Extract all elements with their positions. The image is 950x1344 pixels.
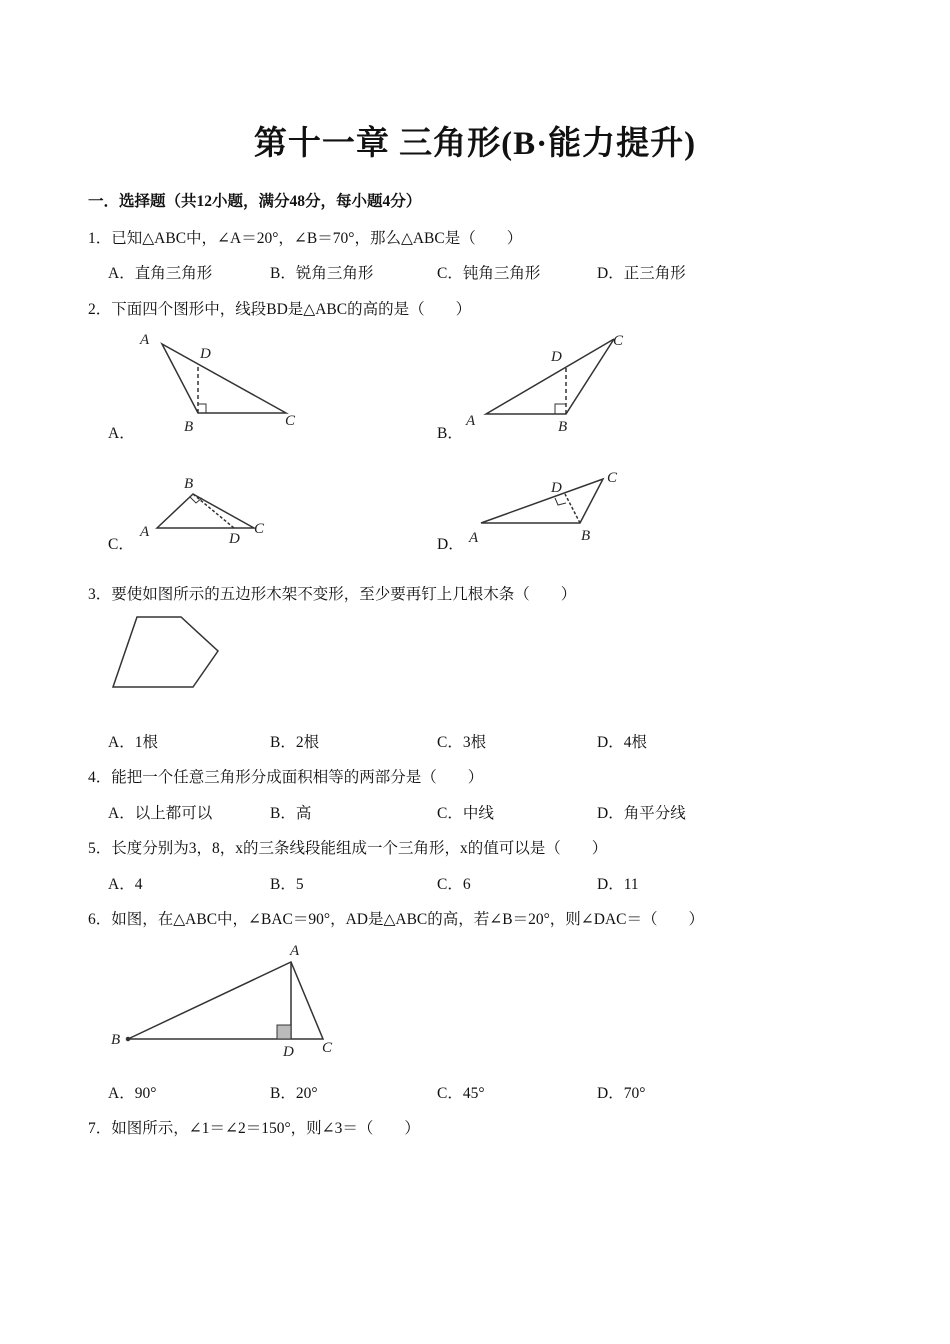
q2-figure-label-c[interactable]: C． xyxy=(108,536,134,553)
q4-option-a[interactable]: A．以上都可以 xyxy=(108,805,213,822)
q4-option-c[interactable]: C．中线 xyxy=(437,805,494,822)
q3-option-b[interactable]: B．2根 xyxy=(270,734,320,751)
q2-figure-c xyxy=(157,494,254,528)
q2c-label-d: D xyxy=(229,531,240,547)
q1-option-a[interactable]: A．直角三角形 xyxy=(108,265,213,282)
q6-option-d[interactable]: D．70° xyxy=(597,1085,646,1102)
q3-option-a[interactable]: A．1根 xyxy=(108,734,158,751)
q3-pentagon-figure xyxy=(113,617,218,687)
q2-figure-label-d[interactable]: D． xyxy=(437,536,464,553)
q2d-label-a: A xyxy=(469,530,479,546)
q6-option-c[interactable]: C．45° xyxy=(437,1085,485,1102)
q3-option-c[interactable]: C．3根 xyxy=(437,734,487,751)
question-5-stem: 5．长度分别为3，8，x的三条线段能组成一个三角形，x的值可以是（ ） xyxy=(88,840,608,857)
q2d-label-d: D xyxy=(551,480,562,496)
q2d-label-c: C xyxy=(607,470,618,486)
q2-figure-label-b[interactable]: B． xyxy=(437,425,463,442)
q5-option-d[interactable]: D．11 xyxy=(597,876,639,893)
question-2-stem: 2．下面四个图形中，线段BD是△ABC的高的是（ ） xyxy=(88,301,472,318)
q2b-label-a: A xyxy=(466,413,476,429)
q2-figure-d xyxy=(481,479,603,523)
question-3-stem: 3．要使如图所示的五边形木架不变形，至少要再钉上几根木条（ ） xyxy=(88,586,577,603)
page-title: 第十一章 三角形(B·能力提升) xyxy=(253,126,697,162)
q1-option-b[interactable]: B．锐角三角形 xyxy=(270,265,374,282)
q2b-label-b: B xyxy=(558,419,568,435)
q1-option-d[interactable]: D．正三角形 xyxy=(597,265,686,282)
question-6-stem: 6．如图，在△ABC中，∠BAC＝90°，AD是△ABC的高，若∠B＝20°，则∠DAC＝（ ） xyxy=(88,911,705,928)
q3-option-d[interactable]: D．4根 xyxy=(597,734,647,751)
question-4-stem: 4．能把一个任意三角形分成面积相等的两部分是（ ） xyxy=(88,769,484,786)
q4-option-d[interactable]: D．角平分线 xyxy=(597,805,686,822)
q2c-label-c: C xyxy=(254,521,265,537)
q5-option-b[interactable]: B．5 xyxy=(270,876,304,893)
q2c-label-b: B xyxy=(184,476,194,492)
q6-label-a: A xyxy=(290,943,300,959)
question-7-stem: 7．如图所示，∠1＝∠2＝150°，则∠3＝（ ） xyxy=(88,1120,420,1137)
q5-option-a[interactable]: A．4 xyxy=(108,876,143,893)
q2c-label-a: A xyxy=(140,524,150,540)
q6-label-b: B xyxy=(111,1032,121,1048)
q1-option-c[interactable]: C．钝角三角形 xyxy=(437,265,541,282)
q2a-label-a: A xyxy=(140,332,150,348)
q2d-label-b: B xyxy=(581,528,591,544)
q2b-label-c: C xyxy=(613,333,624,349)
question-1-stem: 1．已知△ABC中，∠A＝20°，∠B＝70°，那么△ABC是（ ） xyxy=(88,230,523,247)
q2-figure-label-a[interactable]: A． xyxy=(108,425,135,442)
q6-label-d: D xyxy=(283,1044,294,1060)
section-heading: 一．选择题（共12小题，满分48分，每小题4分） xyxy=(88,193,422,210)
q6-triangle-figure xyxy=(127,962,324,1041)
q6-label-c: C xyxy=(322,1040,333,1056)
q5-option-c[interactable]: C．6 xyxy=(437,876,471,893)
q2a-label-d: D xyxy=(200,346,211,362)
q6-option-b[interactable]: B．20° xyxy=(270,1085,318,1102)
q2a-label-b: B xyxy=(184,419,194,435)
q2-figure-a xyxy=(162,344,286,413)
q2b-label-d: D xyxy=(551,349,562,365)
q4-option-b[interactable]: B．高 xyxy=(270,805,312,822)
q2a-label-c: C xyxy=(285,413,296,429)
q2-figure-b xyxy=(486,339,614,414)
q6-option-a[interactable]: A．90° xyxy=(108,1085,157,1102)
